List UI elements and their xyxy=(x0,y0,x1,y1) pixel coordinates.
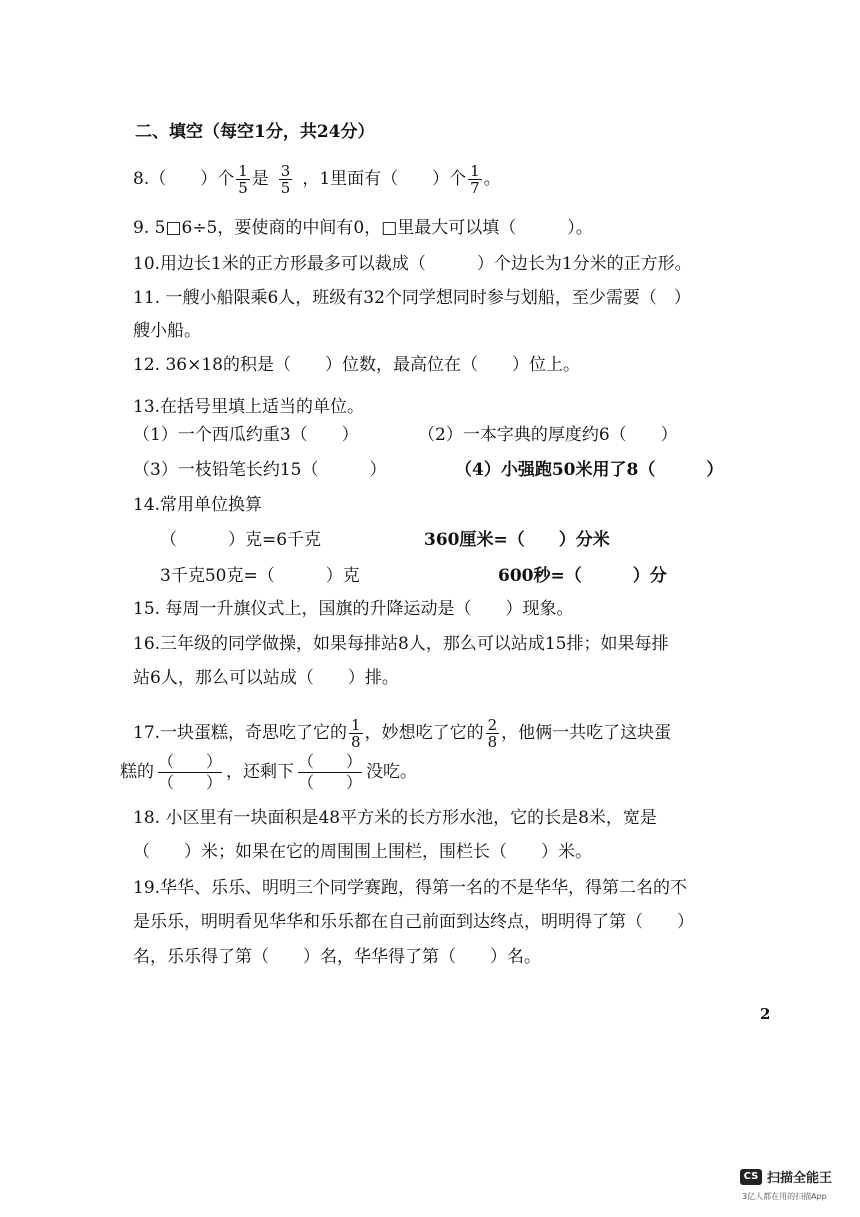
camscanner-tagline: 3亿人都在用的扫描App xyxy=(742,1192,827,1201)
question-14-a: （ ）克=6千克 xyxy=(160,530,322,550)
question-18-line-1: 18. 小区里有一块面积是48平方米的长方形水池，它的长是8米，宽是 xyxy=(133,808,657,828)
question-14-title: 14.常用单位换算 xyxy=(133,495,263,515)
q17-text-d: 糕的 xyxy=(120,762,154,782)
q17-text-e: ，还剩下 xyxy=(226,762,295,782)
q8-fraction-3 xyxy=(468,163,482,196)
q17-f2-numerator: 2 xyxy=(487,716,498,734)
q8-fraction-1 xyxy=(236,163,250,196)
q17-text-b: ，妙想吃了它的 xyxy=(364,723,484,743)
q17-blank-denominator-1: （ ） xyxy=(158,773,223,792)
question-16-line-1: 16.三年级的同学做操，如果每排站8人，那么可以站成15排；如果每排 xyxy=(133,634,669,654)
question-13-item-3: （3）一枝铅笔长约15（ ） xyxy=(133,460,387,480)
q8-f2-denominator: 5 xyxy=(280,179,291,197)
question-10: 10.用边长1米的正方形最多可以裁成（ ）个边长为1分米的正方形。 xyxy=(133,254,692,274)
question-14-c: 3千克50克=（ ）克 xyxy=(160,566,360,586)
question-9: 9. 5□6÷5，要使商的中间有0，□里最大可以填（ ）。 xyxy=(133,218,593,238)
question-14-d: 600秒=（ ）分 xyxy=(498,566,667,586)
q17-blank-numerator-1: （ ） xyxy=(158,752,223,771)
q17-answer-fraction-eaten xyxy=(158,752,222,793)
question-17-line-1 xyxy=(133,717,671,750)
question-11-line-2: 艘小船。 xyxy=(133,321,201,341)
q8-f3-numerator: 1 xyxy=(470,162,480,180)
q8-f2-numerator: 3 xyxy=(280,162,291,180)
q17-blank-numerator-2: （ ） xyxy=(298,752,363,771)
q17-blank-denominator-2: （ ） xyxy=(298,773,363,792)
q17-text-a: 17.一块蛋糕，奇思吃了它的 xyxy=(133,723,348,743)
question-11-line-1: 11. 一艘小船限乘6人，班级有32个同学想同时参与划船，至少需要（ ） xyxy=(133,288,691,308)
question-16-line-2: 站6人，那么可以站成（ ）排。 xyxy=(133,668,399,688)
question-19-line-2: 是乐乐，明明看见华华和乐乐都在自己前面到达终点，明明得了第（ ） xyxy=(133,912,694,932)
question-19-line-3: 名，乐乐得了第（ ）名，华华得了第（ ）名。 xyxy=(133,947,541,967)
q8-text-b: 是 xyxy=(251,169,269,189)
q17-fraction-2 xyxy=(486,717,500,750)
q17-text-f: 没吃。 xyxy=(366,762,418,782)
section-title: 二、填空（每空1分，共24分） xyxy=(135,122,375,142)
question-13-item-2: （2）一本字典的厚度约6（ ） xyxy=(418,425,678,445)
q8-f1-denominator: 5 xyxy=(238,179,248,197)
question-8 xyxy=(133,163,501,196)
q17-f1-numerator: 1 xyxy=(351,716,361,734)
q17-f1-denominator: 8 xyxy=(351,733,361,751)
q8-text-c: ，1里面有（ ）个 xyxy=(302,169,467,189)
page-number: 2 xyxy=(760,1005,771,1023)
q8-fraction-2 xyxy=(279,163,293,196)
camscanner-logo-icon: CS xyxy=(740,1169,762,1185)
camscanner-name: 扫描全能王 xyxy=(767,1171,833,1186)
q8-text-a: 8.（ ）个 xyxy=(133,169,235,189)
question-17-line-2 xyxy=(120,752,417,793)
q8-text-d: 。 xyxy=(483,169,501,189)
q8-f3-denominator: 7 xyxy=(470,179,480,197)
question-18-line-2: （ ）米；如果在它的周围围上围栏，围栏长（ ）米。 xyxy=(133,842,592,862)
question-12: 12. 36×18的积是（ ）位数，最高位在（ ）位上。 xyxy=(133,355,580,375)
q17-text-c: ，他俩一共吃了这块蛋 xyxy=(501,723,672,743)
question-13-title: 13.在括号里填上适当的单位。 xyxy=(133,397,365,417)
question-15: 15. 每周一升旗仪式上，国旗的升降运动是（ ）现象。 xyxy=(133,599,574,619)
question-13-item-4: （4）小强跑50米用了8（ ） xyxy=(455,460,724,480)
camscanner-watermark xyxy=(740,1167,832,1186)
question-19-line-1: 19.华华、乐乐、明明三个同学赛跑，得第一名的不是华华，得第二名的不 xyxy=(133,878,688,898)
q8-f1-numerator: 1 xyxy=(238,162,248,180)
question-14-b: 360厘米=（ ）分米 xyxy=(424,530,610,550)
q17-answer-fraction-left xyxy=(298,752,362,793)
q17-fraction-1 xyxy=(349,717,363,750)
question-13-item-1: （1）一个西瓜约重3（ ） xyxy=(133,425,359,445)
q17-f2-denominator: 8 xyxy=(487,733,498,751)
